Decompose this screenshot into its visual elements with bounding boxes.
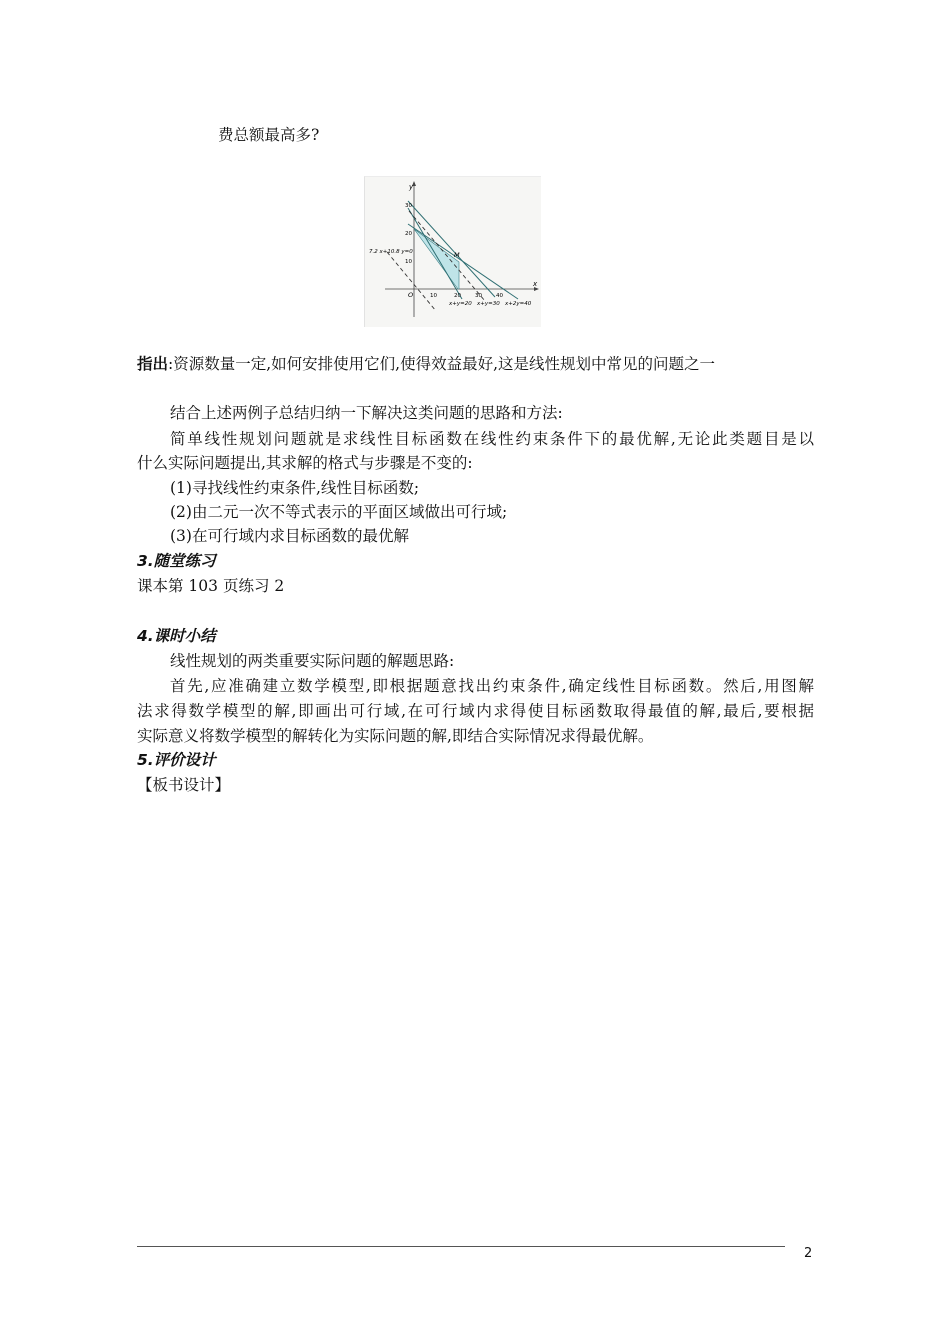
footer-rule — [137, 1246, 785, 1247]
pointing-out-line — [137, 353, 715, 375]
point-m-label: M — [454, 251, 460, 259]
section-4-heading: 4.课时小结 — [137, 627, 216, 645]
summary-step-2: (2)由二元一次不等式表示的平面区域做出可行域; — [170, 503, 508, 521]
summary-step-1: (1)寻找线性约束条件,线性目标函数; — [170, 479, 420, 497]
x-tick-30: 30 — [475, 293, 482, 299]
objective-line-label: 7.2 x+10.8 y=0 — [369, 249, 413, 255]
line-x-plus-y-30 — [408, 201, 495, 297]
line-label-x-plus-y-20: x+y=20 — [449, 301, 472, 307]
x-tick-20: 20 — [454, 293, 461, 299]
line-label-x-plus-2y-40: x+2y=40 — [505, 301, 532, 307]
section-4-paragraph-line-1: 首先,应准确建立数学模型,即根据题意找出约束条件,确定线性目标函数。然后,用图解 — [170, 677, 814, 695]
section-5-heading: 5.评价设计 — [137, 751, 216, 769]
y-tick-30: 30 — [405, 203, 412, 209]
linear-programming-figure — [364, 176, 541, 327]
line-x-plus-2y-40 — [408, 224, 518, 299]
pointing-out-text: :资源数量一定,如何安排使用它们,使得效益最好,这是线性规划中常见的问题之一 — [168, 355, 716, 373]
pointing-out-label: 指出 — [137, 355, 169, 373]
summary-paragraph-line-1: 简单线性规划问题就是求线性目标函数在线性约束条件下的最优解,无论此类题目是以 — [170, 430, 814, 448]
x-tick-10: 10 — [430, 293, 437, 299]
y-axis-label: y — [409, 183, 414, 191]
intro-line: 费总额最高多? — [218, 126, 320, 144]
section-4-paragraph-line-3: 实际意义将数学模型的解转化为实际问题的解,即结合实际情况求得最优解。 — [137, 727, 654, 745]
page-number: 2 — [804, 1246, 813, 1261]
section-4-intro-line: 线性规划的两类重要实际问题的解题思路: — [170, 652, 455, 670]
board-design-label: 【板书设计】 — [137, 776, 231, 794]
x-tick-40: 40 — [496, 293, 503, 299]
section-3-heading: 3.随堂练习 — [137, 552, 216, 570]
y-tick-10: 10 — [405, 259, 412, 265]
x-axis-label: x — [533, 280, 538, 288]
section-3-text: 课本第 103 页练习 2 — [137, 577, 285, 595]
summary-paragraph-line-2: 什么实际问题提出,其求解的格式与步骤是不变的: — [137, 454, 473, 472]
summary-step-3: (3)在可行域内求目标函数的最优解 — [170, 527, 409, 545]
section-4-paragraph-line-2: 法求得数学模型的解,即画出可行域,在可行域内求得使目标函数取得最值的解,最后,要根据 — [137, 702, 814, 720]
feasible-region-graph — [365, 177, 541, 327]
origin-label: O — [408, 291, 414, 299]
y-tick-20: 20 — [405, 231, 412, 237]
objective-line-shifted — [409, 211, 485, 301]
summary-intro-line: 结合上述两例子总结归纳一下解决这类问题的思路和方法: — [170, 404, 563, 422]
feasible-region — [414, 229, 459, 289]
line-label-x-plus-y-30: x+y=30 — [477, 301, 500, 307]
